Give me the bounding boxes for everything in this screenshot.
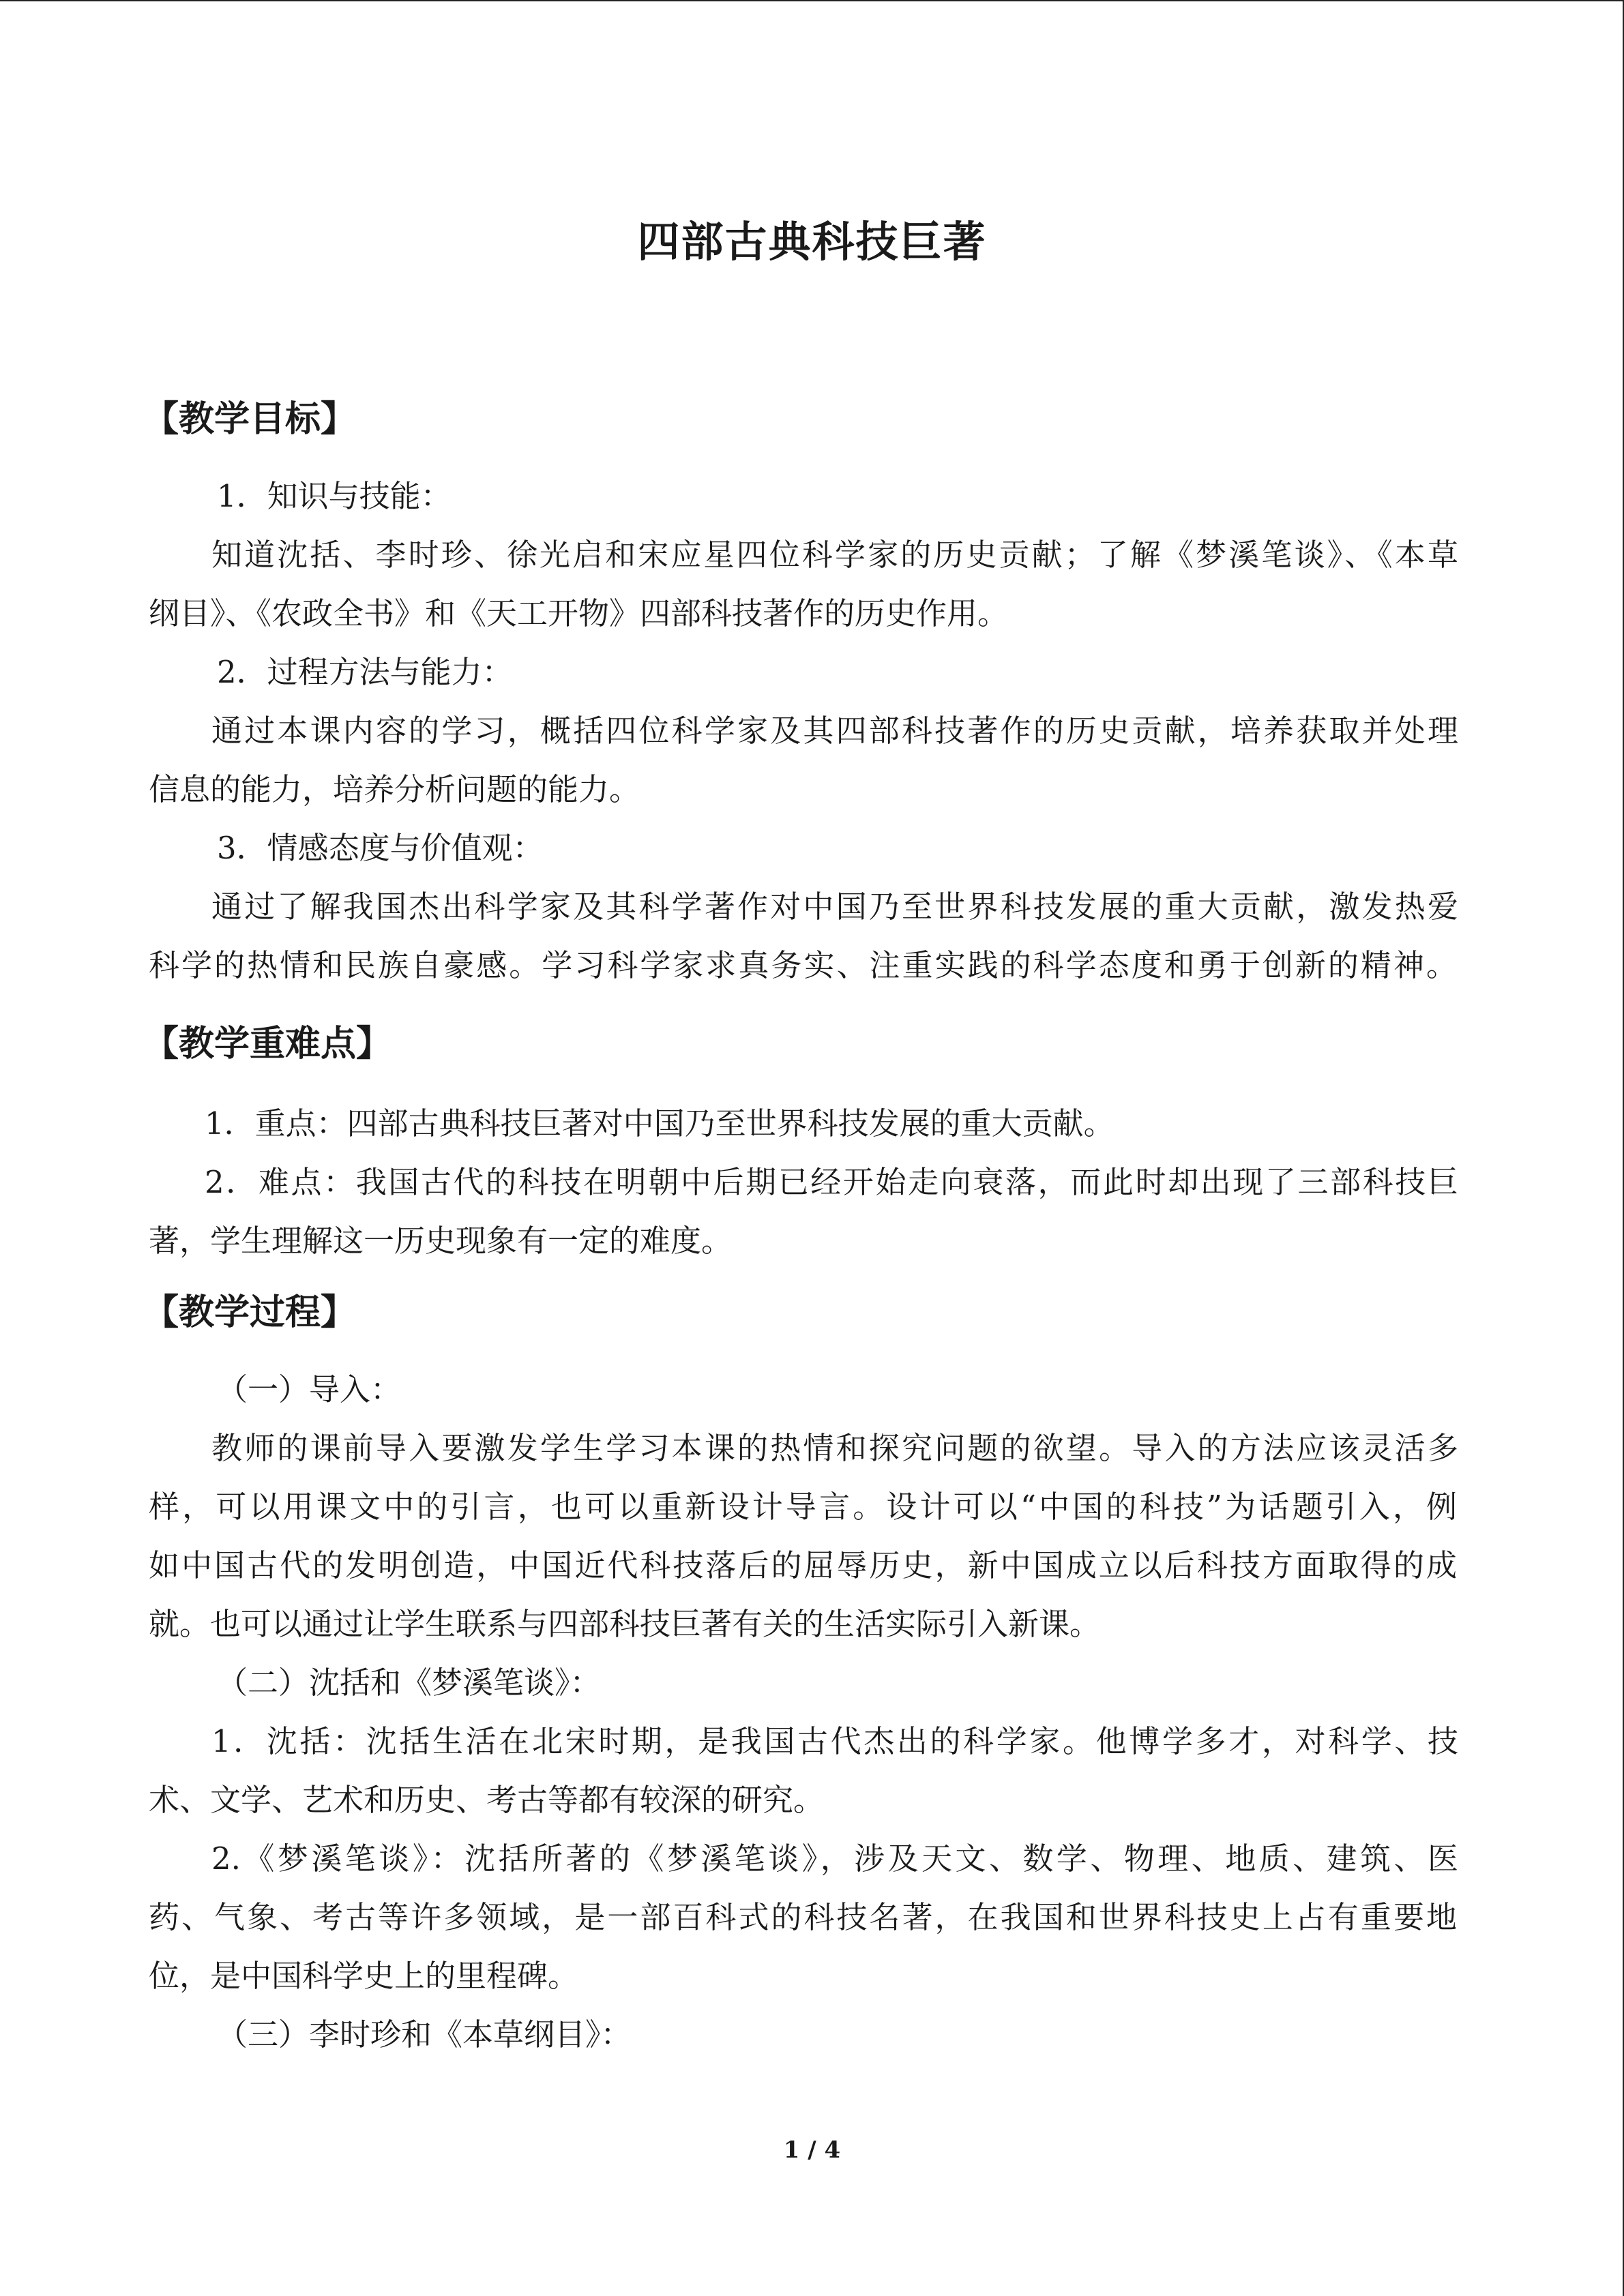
key-point-line: 1．重点：四部古典科技巨著对中国乃至世界科技发展的重大贡献。 <box>205 1105 1114 1142</box>
paragraph-line: 知道沈括、李时珍、徐光启和宋应星四位科学家的历史贡献；了解《梦溪笔谈》、《本草 <box>211 537 1458 573</box>
page-number: 1 / 4 <box>783 2136 841 2164</box>
paragraph-line: 通过了解我国杰出科学家及其科学著作对中国乃至世界科技发展的重大贡献，激发热爱 <box>211 889 1458 925</box>
paragraph-line: 1．沈括：沈括生活在北宋时期，是我国古代杰出的科学家。他博学多才，对科学、技 <box>211 1723 1458 1759</box>
process-subheading: （三）李时珍和《本草纲目》： <box>217 2016 632 2053</box>
paragraph-line: 位，是中国科学史上的里程碑。 <box>149 1958 579 1994</box>
paragraph-line: 药、气象、考古等许多领域，是一部百科式的科技名著，在我国和世界科技史上占有重要地 <box>149 1899 1457 1935</box>
process-subheading: （二）沈括和《梦溪笔谈》： <box>217 1665 601 1701</box>
key-point-line: 2．难点：我国古代的科技在明朝中后期已经开始走向衰落，而此时却出现了三部科技巨 <box>205 1164 1458 1200</box>
paragraph-line: 信息的能力，培养分析问题的能力。 <box>149 771 640 807</box>
paragraph-line: 2.《梦溪笔谈》：沈括所著的《梦溪笔谈》，涉及天文、数学、物理、地质、建筑、医 <box>211 1840 1458 1877</box>
document-title: 四部古典科技巨著 <box>637 217 987 267</box>
paragraph-line: 就。也可以通过让学生联系与四部科技巨著有关的生活实际引入新课。 <box>149 1606 1101 1642</box>
key-point-line: 著，学生理解这一历史现象有一定的难度。 <box>149 1223 733 1259</box>
paragraph-line: 样，可以用课文中的引言，也可以重新设计导言。设计可以“中国的科技”为话题引入，例 <box>149 1489 1457 1525</box>
paragraph-line: 如中国古代的发明创造，中国近代科技落后的屈辱历史，新中国成立以后科技方面取得的成 <box>149 1547 1457 1583</box>
paragraph-line: 教师的课前导入要激发学生学习本课的热情和探究问题的欲望。导入的方法应该灵活多 <box>211 1430 1458 1466</box>
section-heading-process: 【教学过程】 <box>143 1292 357 1333</box>
paragraph-line: 纲目》、《农政全书》和《天工开物》四部科技著作的历史作用。 <box>149 595 1009 631</box>
process-subheading: （一）导入： <box>217 1371 402 1407</box>
paragraph-line: 通过本课内容的学习，概括四位科学家及其四部科技著作的历史贡献，培养获取并处理 <box>211 713 1458 749</box>
objective-item-heading: 2．过程方法与能力： <box>217 654 513 690</box>
objective-item-heading: 3．情感态度与价值观： <box>217 830 544 866</box>
section-heading-key-points: 【教学重难点】 <box>143 1024 392 1064</box>
paragraph-line: 科学的热情和民族自豪感。学习科学家求真务实、注重实践的科学态度和勇于创新的精神。 <box>149 947 1457 983</box>
objective-item-heading: 1．知识与技能： <box>217 478 452 514</box>
paragraph-line: 术、文学、艺术和历史、考古等都有较深的研究。 <box>149 1782 825 1818</box>
section-heading-objectives: 【教学目标】 <box>143 399 357 440</box>
